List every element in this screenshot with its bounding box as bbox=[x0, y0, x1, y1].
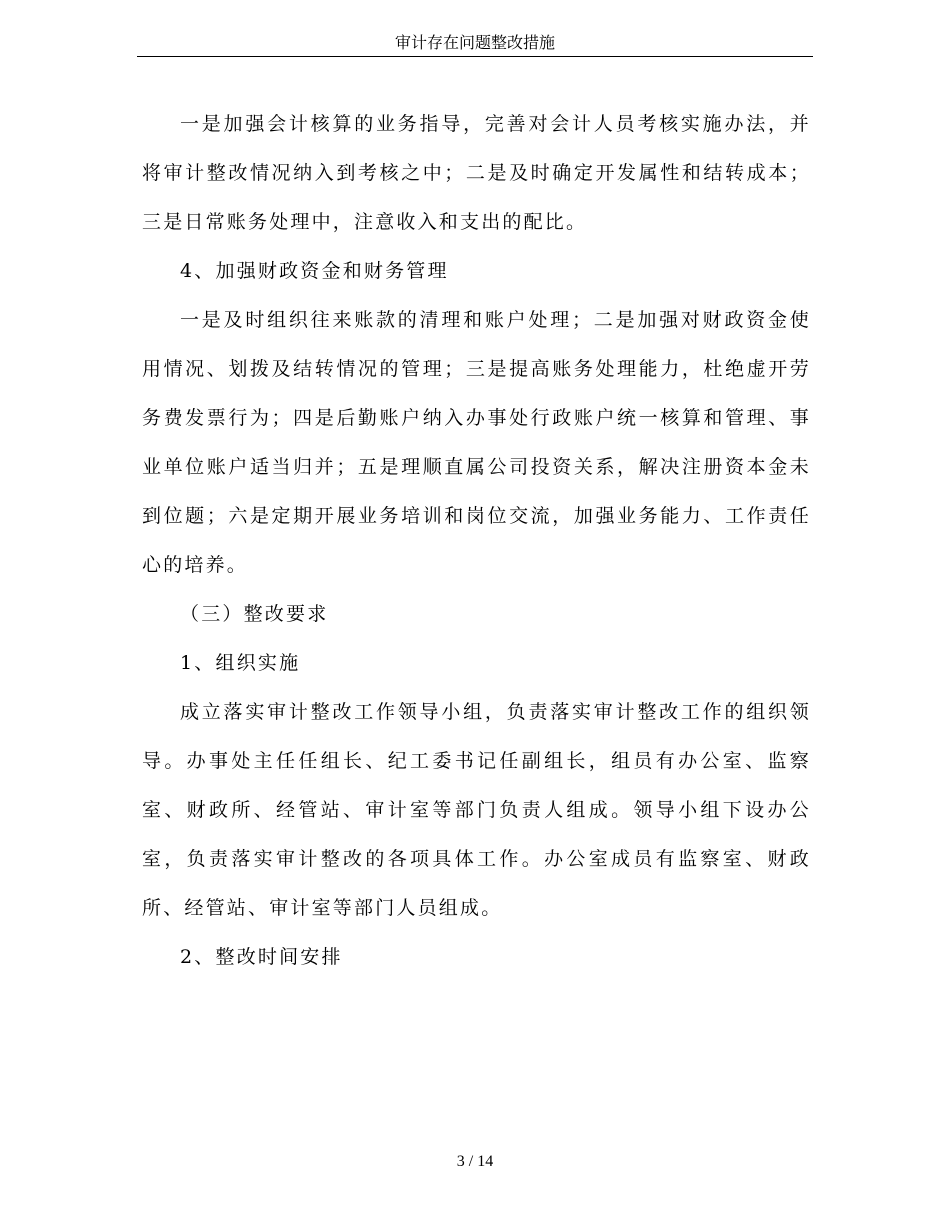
heading-rectification-requirements: （三）整改要求 bbox=[180, 603, 329, 625]
paragraph-accounting-guidance: 一是加强会计核算的业务指导，完善对会计人员考核实施办法，并将审计整改情况纳入到考核之中；二是及时确定开发属性和结转成本；三是日常账务处理中，注意收入和支出的配比。 bbox=[142, 113, 811, 233]
page-number: 3 / 14 bbox=[456, 1153, 494, 1170]
heading-schedule: 2、整改时间安排 bbox=[180, 946, 343, 968]
document-title: 审计存在问题整改措施 bbox=[394, 33, 555, 52]
heading-organization: 1、组织实施 bbox=[180, 652, 301, 674]
document-body bbox=[142, 100, 811, 982]
paragraph-leadership-group: 成立落实审计整改工作领导小组，负责落实审计整改工作的组织领导。办事处主任任组长、纪工委书记任副组长，组员有办公室、监察室、财政所、经管站、审计室等部门负责人组成。领导小组下设办公室，负责落实审计整改的各项具体工作。办公室成员有监察室、财政所、经管站、审计室等部门人员组成。 bbox=[142, 701, 811, 919]
page-header bbox=[137, 30, 813, 57]
heading-finance-management: 4、加强财政资金和财务管理 bbox=[180, 260, 449, 282]
paragraph-finance-measures: 一是及时组织往来账款的清理和账户处理；二是加强对财政资金使用情况、划拨及结转情况的管理；三是提高账务处理能力，杜绝虚开劳务费发票行为；四是后勤账户纳入办事处行政账户统一核算和管理、事业单位账户适当归并；五是理顺直属公司投资关系，解决注册资本金未到位题；六是定期开展业务培训和岗位交流，加强业务能力、工作责任心的培养。 bbox=[142, 309, 811, 576]
